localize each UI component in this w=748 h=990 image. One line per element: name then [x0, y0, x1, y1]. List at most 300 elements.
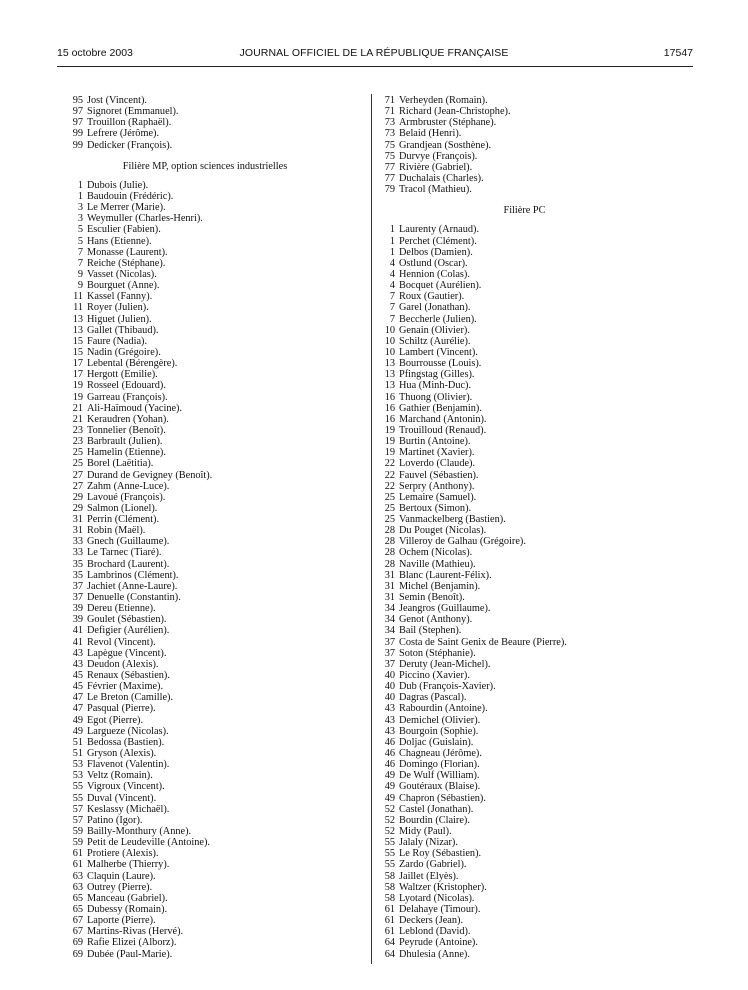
candidate-name: Tracol (Mathieu).	[399, 184, 472, 196]
rank-number: 61	[72, 848, 83, 860]
rank-number: 9	[77, 268, 83, 280]
list-item	[70, 837, 370, 848]
rank-number: 40	[384, 670, 395, 682]
candidate-name: Deudon (Alexis).	[87, 658, 159, 670]
list-item	[70, 213, 370, 224]
list-item	[70, 436, 370, 447]
candidate-name: Hans (Etienne).	[87, 235, 152, 247]
candidate-name: Gryson (Alexis).	[87, 748, 157, 760]
list-item	[70, 470, 370, 481]
candidate-name: Roux (Gautier).	[399, 291, 465, 303]
list-item	[382, 336, 702, 347]
rank-number: 35	[72, 569, 83, 581]
list-item	[382, 117, 702, 128]
rank-number: 49	[384, 781, 395, 793]
list-item	[382, 492, 702, 503]
rank-number: 31	[384, 592, 395, 604]
list-item	[382, 525, 702, 536]
list-item	[382, 470, 702, 481]
rank-number: 52	[384, 826, 395, 837]
rank-number: 46	[384, 748, 395, 760]
candidate-name: Pasqual (Pierre).	[87, 703, 156, 715]
rank-number: 27	[72, 469, 83, 481]
list-item	[70, 871, 370, 882]
list-item	[382, 915, 702, 926]
list-item	[382, 514, 702, 525]
list-item	[70, 915, 370, 926]
rank-number: 27	[72, 480, 83, 492]
rank-number: 37	[72, 580, 83, 592]
candidate-name: Beccherle (Julien).	[399, 313, 477, 325]
header-date: 15 octobre 2003	[57, 47, 133, 59]
rank-number: 31	[384, 569, 395, 581]
candidate-name: Jalaly (Nizar).	[399, 837, 458, 849]
rank-number: 16	[384, 413, 395, 425]
list-item	[382, 258, 702, 269]
candidate-name: Vigroux (Vincent).	[87, 781, 165, 793]
rank-number: 99	[72, 128, 83, 140]
rank-number: 9	[77, 280, 83, 292]
list-item	[70, 748, 370, 759]
rank-number: 65	[72, 892, 83, 904]
rank-number: 25	[384, 502, 395, 514]
list-item	[70, 236, 370, 247]
candidate-name: Rafie Elizei (Alborz).	[87, 937, 177, 949]
rank-number: 21	[72, 402, 83, 414]
list-item	[382, 848, 702, 859]
candidate-name: Lambrinos (Clément).	[87, 569, 179, 581]
rank-number: 43	[384, 725, 395, 737]
list-item	[382, 625, 702, 636]
list-item	[70, 403, 370, 414]
rank-number: 57	[72, 803, 83, 815]
candidate-name: Durvye (François).	[399, 150, 478, 162]
rank-number: 95	[72, 95, 83, 106]
rank-number: 52	[384, 803, 395, 815]
list-item	[70, 492, 370, 503]
list-item	[70, 425, 370, 436]
list-item	[382, 302, 702, 313]
candidate-name: Thuong (Olivier).	[399, 391, 473, 403]
list-item	[70, 859, 370, 870]
rank-number: 37	[384, 658, 395, 670]
rank-number: 7	[389, 302, 395, 314]
candidate-name: Le Breton (Camille).	[87, 692, 174, 704]
candidate-name: Zardo (Gabriel).	[399, 859, 467, 871]
candidate-name: Jachiet (Anne-Laure).	[87, 580, 178, 592]
rank-number: 13	[384, 369, 395, 381]
section-heading: Filière MP, option sciences industrielles	[122, 160, 288, 172]
candidate-name: Garel (Jonathan).	[399, 302, 471, 314]
rank-number: 1	[77, 190, 83, 202]
list-item	[382, 95, 702, 106]
rank-number: 29	[72, 502, 83, 514]
list-item	[382, 937, 702, 948]
list-item	[382, 570, 702, 581]
list-item	[382, 447, 702, 458]
list-item	[382, 949, 702, 960]
rank-number: 28	[384, 536, 395, 548]
candidate-name: Garreau (François).	[87, 391, 168, 403]
candidate-name: Duval (Vincent).	[87, 792, 157, 804]
candidate-name: Tonnelier (Benoît).	[87, 424, 166, 436]
candidate-name: Grandjean (Sosthène).	[399, 139, 492, 151]
candidate-name: Belaid (Henri).	[399, 128, 462, 140]
rank-number: 28	[384, 525, 395, 537]
list-item	[382, 503, 702, 514]
rank-number: 55	[72, 781, 83, 793]
rank-number: 15	[72, 346, 83, 358]
list-item	[70, 117, 370, 128]
candidate-name: Durand de Gevigney (Benoît).	[87, 469, 213, 481]
candidate-name: Semin (Benoît).	[399, 592, 465, 604]
list-item	[70, 637, 370, 648]
list-item	[382, 481, 702, 492]
list-item	[70, 815, 370, 826]
list-item	[70, 314, 370, 325]
rank-number: 22	[384, 480, 395, 492]
candidate-name: Chapron (Sébastien).	[399, 792, 486, 804]
list-item	[382, 804, 702, 815]
rank-number: 99	[72, 139, 83, 151]
candidate-name: Bourrousse (Louis).	[399, 358, 482, 370]
list-item	[382, 247, 702, 258]
rank-number: 51	[72, 736, 83, 748]
list-item	[70, 759, 370, 770]
rank-number: 37	[384, 647, 395, 659]
list-item	[382, 547, 702, 558]
rank-number: 25	[72, 447, 83, 459]
candidate-name: Jaillet (Elyès).	[399, 870, 459, 882]
list-item	[382, 151, 702, 162]
candidate-name: Borel (Laëtitia).	[87, 458, 154, 470]
page-header	[0, 47, 748, 61]
list-item	[382, 859, 702, 870]
list-item	[70, 826, 370, 837]
candidate-name: Jeangros (Guillaume).	[399, 603, 491, 615]
candidate-name: Dereu (Etienne).	[87, 603, 156, 615]
rank-number: 45	[72, 670, 83, 682]
candidate-name: Reiche (Stéphane).	[87, 257, 166, 269]
rank-number: 28	[384, 558, 395, 570]
rank-number: 29	[72, 491, 83, 503]
list-item	[70, 882, 370, 893]
list-item	[382, 325, 702, 336]
candidate-name: Manceau (Gabriel).	[87, 892, 168, 904]
list-item	[382, 692, 702, 703]
list-item	[382, 380, 702, 391]
list-item	[70, 692, 370, 703]
list-item	[382, 759, 702, 770]
candidate-name: Ochem (Nicolas).	[399, 547, 473, 559]
rank-number: 19	[72, 380, 83, 392]
list-item	[70, 191, 370, 202]
rank-number: 61	[384, 926, 395, 938]
list-item	[70, 414, 370, 425]
rank-number: 46	[384, 736, 395, 748]
candidate-name: Dubessy (Romain).	[87, 903, 168, 915]
rank-number: 10	[384, 346, 395, 358]
candidate-name: Revol (Vincent).	[87, 636, 156, 648]
candidate-name: Nadin (Grégoire).	[87, 346, 161, 358]
list-item	[70, 949, 370, 960]
rank-number: 21	[72, 413, 83, 425]
rank-number: 69	[72, 948, 83, 960]
rank-number: 25	[72, 458, 83, 470]
list-item	[70, 715, 370, 726]
rank-number: 47	[72, 703, 83, 715]
list-item	[382, 224, 702, 235]
candidate-name: Naville (Mathieu).	[399, 558, 476, 570]
list-item	[382, 347, 702, 358]
rank-number: 19	[384, 424, 395, 436]
rank-number: 49	[384, 770, 395, 782]
candidate-name: Dub (François-Xavier).	[399, 681, 496, 693]
candidate-name: Defigier (Aurélien).	[87, 625, 170, 637]
rank-number: 23	[72, 424, 83, 436]
candidate-name: Keraudren (Yohan).	[87, 413, 169, 425]
rank-number: 64	[384, 937, 395, 949]
candidate-name: Trouillon (Raphaël).	[87, 117, 172, 129]
candidate-name: Serpry (Anthony).	[399, 480, 475, 492]
candidate-name: Costa de Saint Genix de Beaure (Pierre).	[399, 636, 567, 648]
list-item	[70, 503, 370, 514]
rank-number: 34	[384, 625, 395, 637]
candidate-name: Rivière (Gabriel).	[399, 161, 473, 173]
list-item	[382, 648, 702, 659]
candidate-name: Villeroy de Galhau (Grégoire).	[399, 536, 526, 548]
candidate-name: Vasset (Nicolas).	[87, 268, 157, 280]
header-title: JOURNAL OFFICIEL DE LA RÉPUBLIQUE FRANÇAISE	[239, 47, 509, 59]
rank-number: 64	[384, 948, 395, 960]
candidate-name: Burtin (Antoine).	[399, 436, 471, 448]
list-item	[70, 458, 370, 469]
rank-number: 39	[72, 614, 83, 626]
rank-number: 33	[72, 536, 83, 548]
candidate-name: Weymuller (Charles-Henri).	[87, 213, 203, 225]
candidate-name: Ali-Haïmoud (Yacine).	[87, 402, 183, 414]
candidate-name: Gallet (Thibaud).	[87, 324, 159, 336]
rank-number: 71	[384, 106, 395, 118]
candidate-name: Bourgoin (Sophie).	[399, 725, 479, 737]
rank-number: 55	[72, 792, 83, 804]
list-item	[382, 458, 702, 469]
list-item	[382, 715, 702, 726]
candidate-name: Goulet (Sébastien).	[87, 614, 167, 626]
candidate-name: Denuelle (Constantin).	[87, 592, 181, 604]
list-item	[70, 481, 370, 492]
candidate-name: Patino (Igor).	[87, 814, 143, 826]
rank-number: 22	[384, 458, 395, 470]
candidate-name: Dubée (Paul-Marie).	[87, 948, 173, 960]
list-item	[382, 871, 702, 882]
list-item	[382, 559, 702, 570]
list-item	[70, 926, 370, 937]
candidate-name: Peyrude (Antoine).	[399, 937, 478, 949]
candidate-name: Esculier (Fabien).	[87, 224, 161, 236]
rank-number: 31	[72, 514, 83, 526]
list-item	[70, 269, 370, 280]
rank-number: 53	[72, 770, 83, 782]
candidate-name: Soton (Stéphanie).	[399, 647, 476, 659]
list-item	[382, 414, 702, 425]
candidate-name: Vanmackelberg (Bastien).	[399, 514, 506, 526]
rank-number: 13	[384, 358, 395, 370]
list-item	[70, 781, 370, 792]
candidate-name: Egot (Pierre).	[87, 714, 144, 726]
rank-number: 19	[72, 391, 83, 403]
candidate-name: Fauvel (Sébastien).	[399, 469, 479, 481]
rank-number: 15	[72, 335, 83, 347]
list-item	[382, 637, 702, 648]
candidate-name: Bail (Stephen).	[399, 625, 462, 637]
candidate-name: Martins-Rivas (Hervé).	[87, 926, 184, 938]
candidate-name: Bourdin (Claire).	[399, 814, 470, 826]
list-item	[382, 837, 702, 848]
candidate-name: Hergott (Emilie).	[87, 369, 158, 381]
list-item	[70, 703, 370, 714]
candidate-name: Renaux (Sébastien).	[87, 670, 170, 682]
candidate-name: Flavenot (Valentin).	[87, 759, 170, 771]
list-item	[70, 302, 370, 313]
rank-number: 23	[72, 436, 83, 448]
list-item	[382, 893, 702, 904]
candidate-name: Castel (Jonathan).	[399, 803, 474, 815]
rank-number: 17	[72, 358, 83, 370]
rank-number: 4	[389, 257, 395, 269]
list-item	[70, 737, 370, 748]
candidate-name: Lemaire (Samuel).	[399, 491, 477, 503]
candidate-name: Lebental (Bérengère).	[87, 358, 178, 370]
list-item	[382, 269, 702, 280]
list-item	[70, 659, 370, 670]
rank-number: 45	[72, 681, 83, 693]
rank-number: 41	[72, 625, 83, 637]
candidate-name: Ostlund (Oscar).	[399, 257, 468, 269]
list-item	[70, 525, 370, 536]
candidate-name: Armbruster (Stéphane).	[399, 117, 497, 129]
candidate-name: Goutéraux (Blaise).	[399, 781, 481, 793]
list-item	[382, 581, 702, 592]
candidate-name: Trouilloud (Renaud).	[399, 424, 487, 436]
list-item	[70, 681, 370, 692]
list-item	[70, 793, 370, 804]
candidate-name: Salmon (Lionel).	[87, 502, 158, 514]
candidate-name: Leblond (David).	[399, 926, 471, 938]
rank-number: 7	[77, 246, 83, 258]
candidate-name: Zahm (Anne-Luce).	[87, 480, 170, 492]
list-item	[382, 737, 702, 748]
rank-number: 61	[384, 903, 395, 915]
rank-number: 11	[73, 302, 83, 314]
candidate-name: Claquin (Laure).	[87, 870, 156, 882]
rank-number: 31	[72, 525, 83, 537]
rank-number: 55	[384, 848, 395, 860]
rank-number: 97	[72, 117, 83, 129]
left-column	[70, 95, 370, 960]
rank-number: 77	[384, 161, 395, 173]
rank-number: 7	[77, 257, 83, 269]
list-item	[70, 180, 370, 191]
right-column	[382, 95, 702, 960]
list-item	[382, 614, 702, 625]
rank-number: 25	[384, 491, 395, 503]
candidate-name: Verheyden (Romain).	[399, 95, 488, 106]
list-item	[382, 184, 702, 195]
rank-number: 73	[384, 128, 395, 140]
rank-number: 1	[389, 246, 395, 258]
candidate-name: Faure (Nadia).	[87, 335, 148, 347]
candidate-name: Keslassy (Michaël).	[87, 803, 170, 815]
list-item	[70, 559, 370, 570]
rank-number: 7	[389, 291, 395, 303]
list-item	[382, 882, 702, 893]
rank-number: 3	[77, 213, 83, 225]
list-item	[382, 926, 702, 937]
list-item	[70, 280, 370, 291]
rank-number: 46	[384, 759, 395, 771]
candidate-name: Higuet (Julien).	[87, 313, 152, 325]
candidate-name: Monasse (Laurent).	[87, 246, 168, 258]
rank-number: 37	[384, 636, 395, 648]
rank-number: 55	[384, 859, 395, 871]
candidate-name: Genain (Olivier).	[399, 324, 470, 336]
candidate-name: Dagras (Pascal).	[399, 692, 467, 704]
rank-number: 49	[72, 725, 83, 737]
list-item	[382, 106, 702, 117]
rank-number: 63	[72, 881, 83, 893]
candidate-name: Marchand (Antonin).	[399, 413, 487, 425]
list-item	[70, 258, 370, 269]
rank-number: 61	[72, 859, 83, 871]
list-item	[382, 128, 702, 139]
candidate-name: Bertoux (Simon).	[399, 502, 472, 514]
rank-number: 69	[72, 937, 83, 949]
rank-number: 41	[72, 636, 83, 648]
list-item	[382, 236, 702, 247]
rank-number: 61	[384, 915, 395, 927]
candidate-name: Demichel (Olivier).	[399, 714, 481, 726]
rank-number: 63	[72, 870, 83, 882]
candidate-name: Lambert (Vincent).	[399, 346, 478, 358]
candidate-name: Duchalais (Charles).	[399, 172, 484, 184]
rank-number: 39	[72, 603, 83, 615]
list-item	[70, 369, 370, 380]
candidate-name: Blanc (Laurent-Félix).	[399, 569, 492, 581]
candidate-name: Dhulesia (Anne).	[399, 948, 470, 960]
candidate-name: Delahaye (Timour).	[399, 903, 481, 915]
candidate-name: Brochard (Laurent).	[87, 558, 170, 570]
candidate-name: Gathier (Benjamin).	[399, 402, 482, 414]
candidate-name: Gnech (Guillaume).	[87, 536, 170, 548]
list-item	[70, 904, 370, 915]
list-item	[382, 592, 702, 603]
list-item	[70, 581, 370, 592]
rank-number: 40	[384, 692, 395, 704]
rank-number: 67	[72, 915, 83, 927]
rank-number: 5	[77, 224, 83, 236]
rank-number: 13	[72, 313, 83, 325]
candidate-name: Lefrere (Jérôme).	[87, 128, 160, 140]
column-divider	[371, 94, 372, 964]
rank-number: 19	[384, 436, 395, 448]
candidate-name: Rabourdin (Antoine).	[399, 703, 488, 715]
list-item	[70, 547, 370, 558]
candidate-name: Schiltz (Aurélie).	[399, 335, 471, 347]
candidate-name: Lyotard (Nicolas).	[399, 892, 475, 904]
rank-number: 34	[384, 603, 395, 615]
candidate-name: Bailly-Monthury (Anne).	[87, 826, 192, 837]
